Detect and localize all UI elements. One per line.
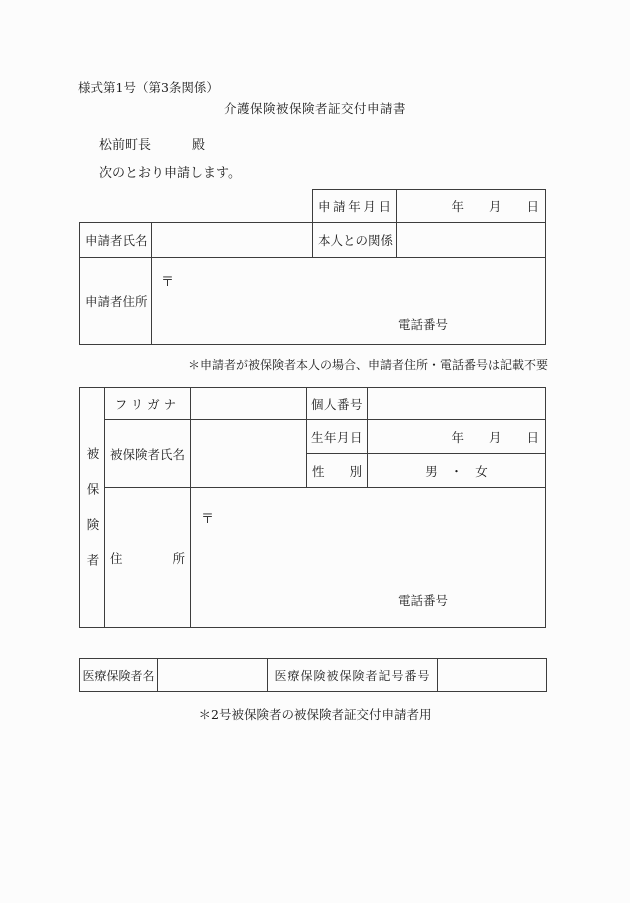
addressee-honorific: 殿 [192,138,206,153]
furigana-label: フリガナ [105,388,191,420]
applicant-table [79,189,546,345]
furigana-input-cell [191,388,307,420]
personal-number-input-cell [368,388,546,420]
application-date-label: 申請年月日 [313,190,397,223]
form-title: 介護保険被保険者証交付申請書 [223,101,406,116]
empty-spacer-cell [80,190,313,223]
applicant-address-label: 申請者住所 [80,258,152,345]
applicant-name-label: 申請者氏名 [80,223,152,258]
postal-mark: 〒 [201,512,215,527]
application-date-row [80,190,546,223]
applicant-note: ＊申請者が被保険者本人の場合、申請者住所・電話番号は記載不要 [187,358,548,372]
insured-group-label-cell [80,388,105,628]
sex-label: 性別 [307,454,368,488]
personal-number-label: 個人番号 [307,388,368,420]
application-date-value-cell: 年 月 日 [397,190,546,223]
insured-address-label: 住所 [105,488,191,628]
medical-symbol-number-input-cell [438,659,547,692]
medical-symbol-number-label: 医療保険被保険者記号番号 [268,659,438,692]
applicant-address-input-cell [152,258,546,345]
medical-insurance-table [79,658,547,692]
insured-group-label: 被保険者 [85,446,100,589]
medical-insurance-note: ＊2号被保険者の被保険者証交付申請者用 [198,707,432,722]
applicant-name-row [80,223,546,258]
birth-date-row [80,420,546,454]
form-number: 様式第1号（第3条関係） [78,80,219,95]
intro-text: 次のとおり申請します。 [99,166,241,181]
medical-insurer-name-label: 医療保険者名 [80,659,158,692]
applicant-name-input-cell [152,223,313,258]
birth-date-value-cell: 年 月 日 [368,420,546,454]
phone-number-label: 電話番号 [398,593,449,608]
insured-address-row [80,488,546,628]
insured-name-label: 被保険者氏名 [105,420,191,488]
birth-date-label: 生年月日 [307,420,368,454]
applicant-address-row [80,258,546,345]
insured-name-input-cell [191,420,307,488]
postal-mark: 〒 [161,275,175,290]
medical-insurance-row [80,659,547,692]
relation-label: 本人との関係 [313,223,397,258]
addressee-line [99,134,205,153]
insured-address-input-cell [191,488,546,628]
addressee-name: 松前町長 [99,138,152,153]
relation-input-cell [397,223,546,258]
insured-person-table [79,387,546,628]
phone-number-label: 電話番号 [398,317,449,332]
furigana-row [80,388,546,420]
medical-insurer-name-input-cell [158,659,268,692]
sex-value-cell: 男 ・ 女 [368,454,546,488]
